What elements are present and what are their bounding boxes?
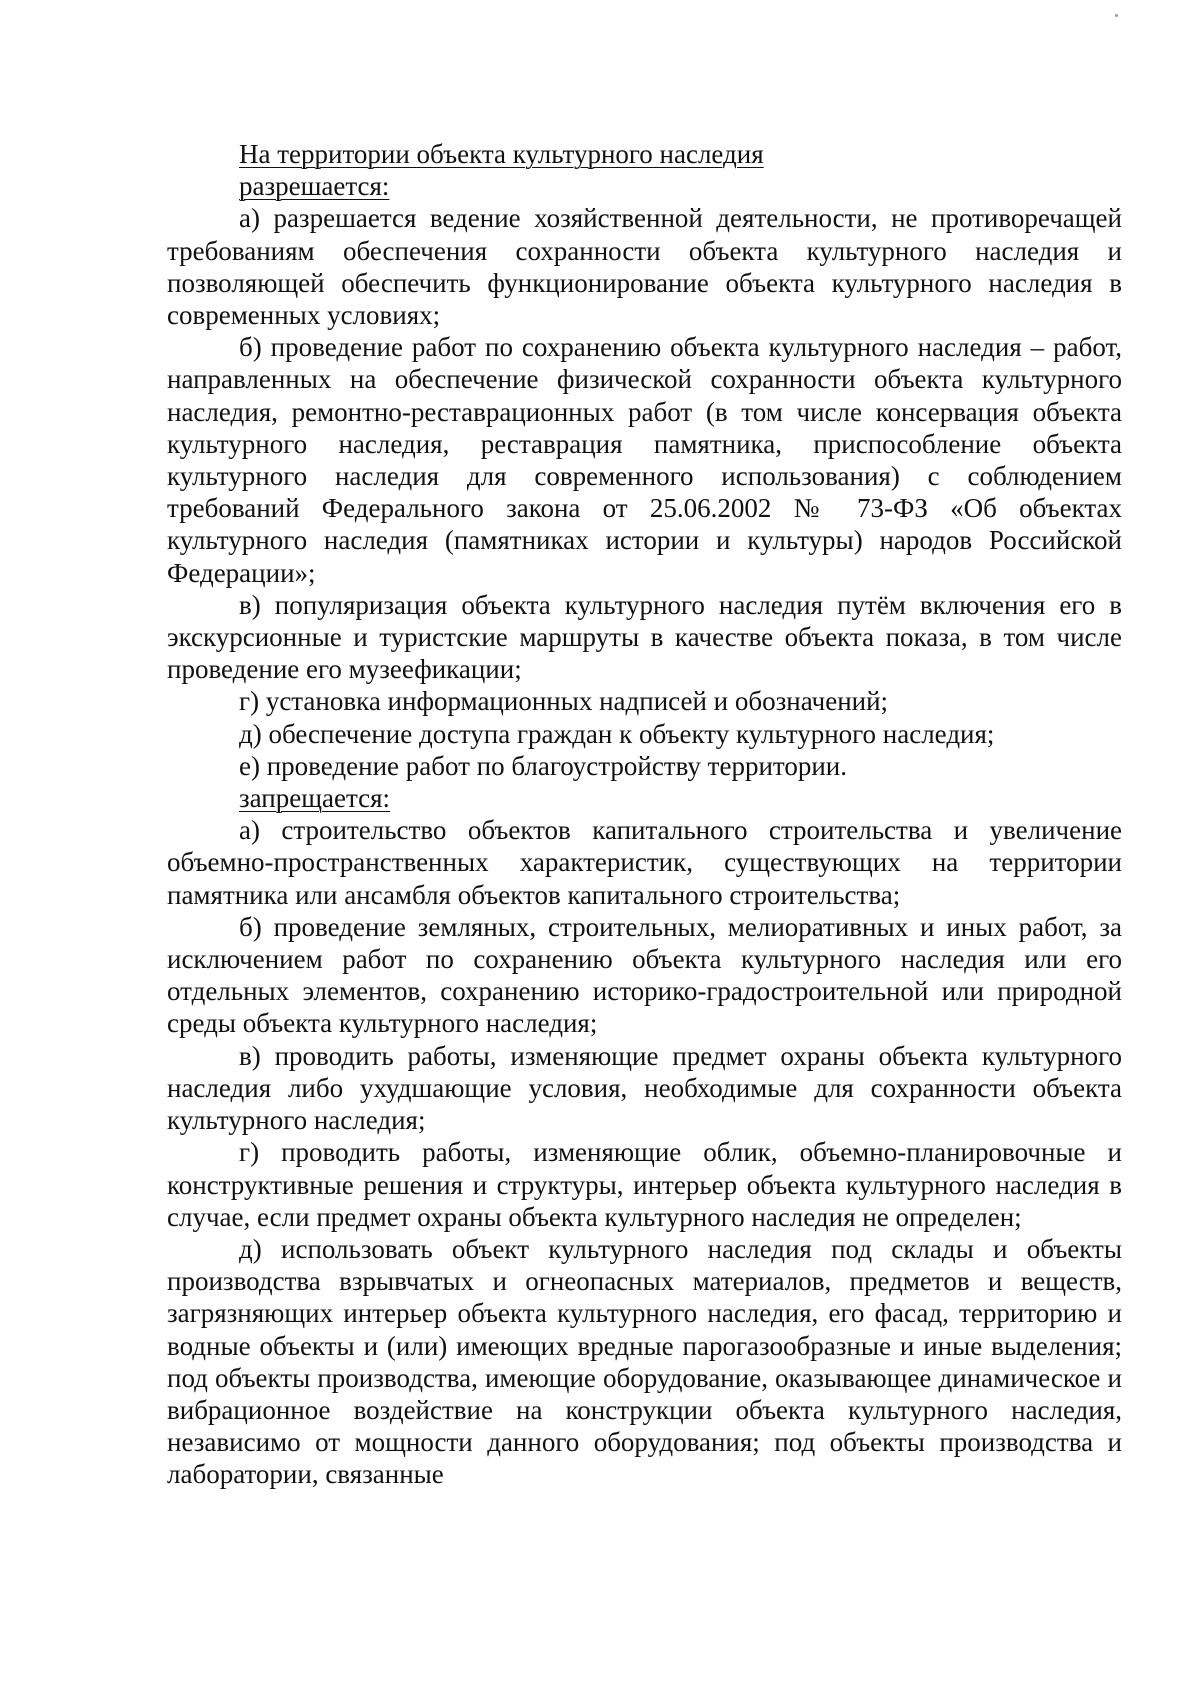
forbidden-item-v: в) проводить работы, изменяющие предмет охраны объекта культурного наследия либо ухудшающие условия, необходимые для сохранности объекта культурного наследия;	[167, 1040, 1122, 1136]
forbidden-item-g: г) проводить работы, изменяющие облик, объемно-планировочные и конструктивные решения и структуры, интерьер объекта культурного наследия в случае, если предмет охраны объекта культурного наследия не определен;	[167, 1137, 1122, 1232]
forbidden-item-d: д) использовать объект культурного наследия под склады и объекты производства взрывчатых и огнеопасных материалов, предметов и веществ, загрязняющих интерьер объекта культурного наследия, его фасад, территорию и водные объекты и (или) имеющих вредные парогазообразные и иные выделения; под объекты производства, имеющие оборудование, оказывающее динамическое и вибрационное воздействие на конструкции объекта культурного наследия, независимо от мощности данного оборудования; под объекты производства и лаборатории, связанные	[167, 1233, 1122, 1490]
allowed-item-a: а) разрешается ведение хозяйственной деятельности, не противоречащей требованиям обеспечения сохранности объекта культурного наследия и позволяющей обеспечить функционирование объекта культурного наследия в современных условиях;	[167, 203, 1122, 331]
forbidden-item-a: а) строительство объектов капитального строительства и увеличение объемно-пространственных характеристик, существующих на территории памятника или ансамбля объектов капитального строительства;	[167, 815, 1122, 910]
allowed-item-b: б) проведение работ по сохранению объекта культурного наследия – работ, направленных на обеспечение физической сохранности объекта культурного наследия, ремонтно-реставрационных работ (в том числе консервация объекта культурного наследия, реставрация памятника, приспособление объекта культурного наследия для современного использования) с соблюдением требований Федерального закона от 25.06.2002 № 73-ФЗ «Об объектах культурного наследия (памятниках истории и культуры) народов Российской Федерации»;	[167, 332, 1122, 588]
document-body	[167, 138, 1122, 1491]
allowed-label: разрешается:	[239, 171, 390, 202]
allowed-item-e: е) проведение работ по благоустройству территории.	[239, 750, 848, 781]
section-heading: На территории объекта культурного наследия	[239, 139, 764, 169]
allowed-item-v: в) популяризация объекта культурного наследия путём включения его в экскурсионные и туристские маршруты в качестве объекта показа, в том числе проведение его музеефикации;	[167, 589, 1122, 685]
allowed-item-g: г) установка информационных надписей и обозначений;	[239, 686, 889, 717]
forbidden-list	[167, 814, 1122, 1490]
forbidden-label: запрещается:	[239, 783, 391, 814]
scan-speck	[1115, 14, 1118, 17]
allowed-item-d: д) обеспечение доступа граждан к объекту культурного наследия;	[239, 718, 995, 749]
forbidden-item-b: б) проведение земляных, строительных, мелиоративных и иных работ, за исключением работ по сохранению объекта культурного наследия или его отдельных элементов, сохранению историко-градостроительной или природной среды объекта культурного наследия;	[167, 911, 1122, 1039]
allowed-list	[167, 202, 1122, 782]
